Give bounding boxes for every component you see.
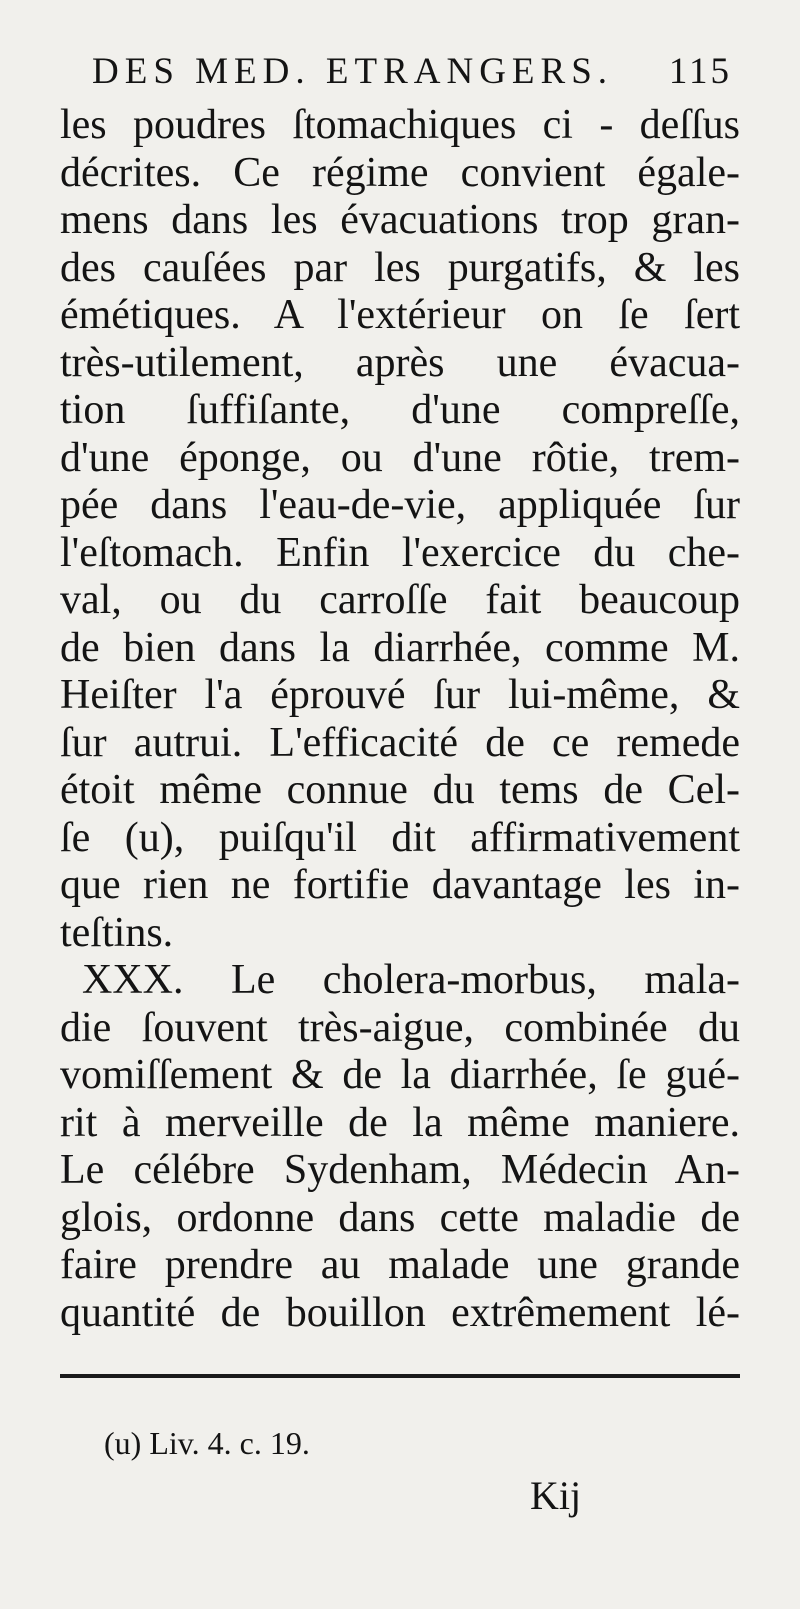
text-line: glois, ordonne dans cette maladie de — [60, 1194, 740, 1241]
section-start-line: XXX. Le cholera-morbus, mala- — [82, 957, 740, 1003]
running-header — [92, 50, 732, 93]
text-line: Heiſter l'a éprouvé ſur lui-même, & — [60, 672, 740, 718]
text-line: die ſouvent très-aigue, combinée du — [60, 1004, 740, 1051]
text-line: les poudres ſtomachiques ci - deſſus — [60, 102, 740, 148]
text-line: tion ſuffiſante, d'une compreſſe, — [60, 387, 740, 433]
text-line: mens dans les évacuations trop gran- — [60, 197, 740, 243]
text-line: que rien ne fortifie davantage les in- — [60, 862, 740, 908]
text-line: faire prendre au malade une grande — [60, 1242, 740, 1288]
running-title: DES MED. ETRANGERS. — [92, 51, 614, 92]
text-line: rit à merveille de la même maniere. — [60, 1099, 740, 1146]
text-line: d'une éponge, ou d'une rôtie, trem- — [60, 434, 740, 481]
text-line: émétiques. A l'extérieur on ſe ſert — [60, 292, 740, 338]
body-text — [60, 102, 740, 1337]
signature-mark: Kij — [530, 1473, 582, 1518]
page-number: 115 — [668, 51, 732, 92]
text-line: val, ou du carroſſe fait beaucoup — [60, 577, 740, 623]
text-line: de bien dans la diarrhée, comme M. — [60, 624, 740, 671]
footnote: (u) Liv. 4. c. 19. — [104, 1425, 310, 1461]
text-line: très-utilement, après une évacua- — [60, 339, 740, 386]
text-line: décrites. Ce régime convient égale- — [60, 149, 740, 196]
text-line: ſur autrui. L'efficacité de ce remede — [60, 719, 740, 766]
paragraph-end-line: teſtins. — [60, 909, 174, 956]
text-line: pée dans l'eau-de-vie, appliquée ſur — [60, 482, 740, 528]
text-line: étoit même connue du tems de Cel- — [60, 767, 740, 813]
text-line: Le célébre Sydenham, Médecin An- — [60, 1147, 740, 1193]
text-line: vomiſſement & de la diarrhée, ſe gué- — [60, 1052, 740, 1098]
footnote-divider — [60, 1374, 740, 1378]
text-line: quantité de bouillon extrêmement lé- — [60, 1289, 740, 1336]
text-line: ſe (u), puiſqu'il dit affirmativement — [60, 814, 740, 861]
text-line: l'eſtomach. Enfin l'exercice du che- — [60, 529, 740, 576]
text-line: des cauſées par les purgatifs, & les — [60, 244, 740, 291]
